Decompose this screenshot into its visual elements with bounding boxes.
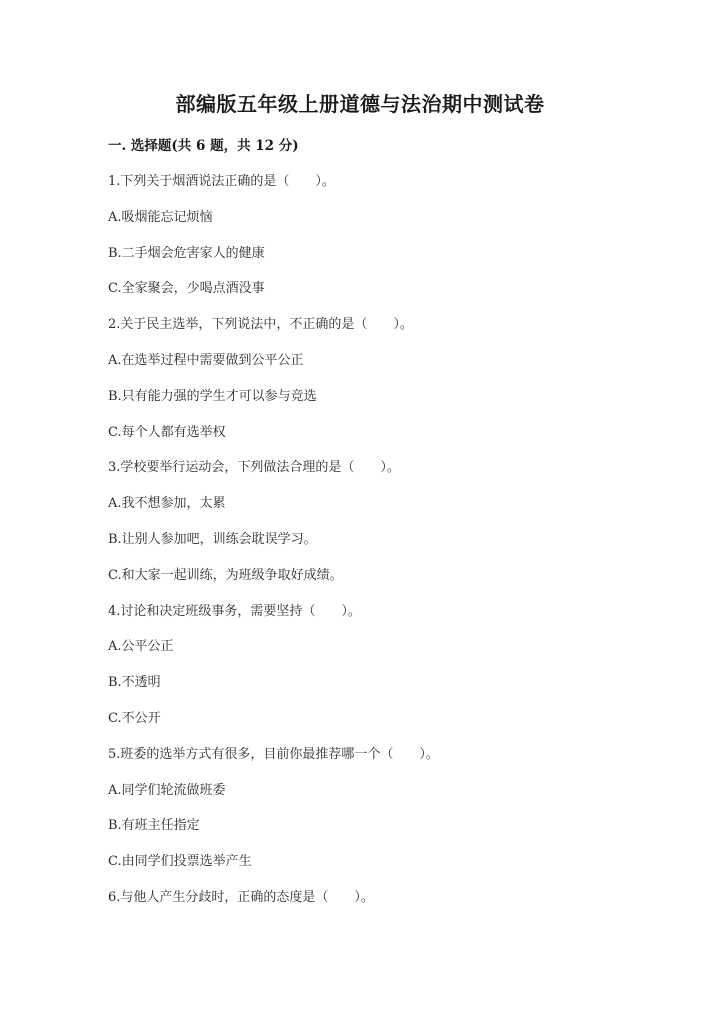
answer-option: C.和大家一起训练，为班级争取好成绩。 bbox=[108, 567, 343, 583]
question-stem: 4.讨论和决定班级事务，需要坚持（ ）。 bbox=[108, 603, 361, 619]
answer-option: A.同学们轮流做班委 bbox=[108, 782, 226, 798]
answer-option: B.让别人参加吧，训练会耽误学习。 bbox=[108, 532, 317, 547]
answer-option: C.不公开 bbox=[108, 711, 161, 726]
answer-option: A.公平公正 bbox=[108, 639, 174, 655]
answer-option: B.只有能力强的学生才可以参与竞选 bbox=[108, 388, 317, 404]
answer-option: B.不透明 bbox=[108, 675, 161, 691]
question-stem: 6.与他人产生分歧时，正确的态度是（ ）。 bbox=[108, 890, 374, 905]
question-stem: 1.下列关于烟酒说法正确的是（ ）。 bbox=[108, 174, 335, 189]
answer-option: C.全家聚会，少喝点酒没事 bbox=[108, 281, 265, 297]
answer-option: B.二手烟会危害家人的健康 bbox=[108, 245, 265, 261]
answer-option: A.吸烟能忘记烦恼 bbox=[108, 209, 213, 225]
answer-option: C.每个人都有选举权 bbox=[108, 424, 226, 440]
answer-option: A.在选举过程中需要做到公平公正 bbox=[108, 353, 304, 368]
answer-option: B.有班主任指定 bbox=[108, 818, 200, 834]
answer-option: C.由同学们投票选举产生 bbox=[108, 854, 252, 870]
question-stem: 5.班委的选举方式有很多，目前你最推荐哪一个（ ）。 bbox=[108, 746, 439, 762]
answer-option: A.我不想参加，太累 bbox=[108, 496, 226, 512]
section-heading: 一. 选择题(共 6 题，共 12 分) bbox=[108, 138, 299, 154]
question-stem: 2.关于民主选举，下列说法中，不正确的是（ ）。 bbox=[108, 317, 413, 333]
page-title: 部编版五年级上册道德与法治期中测试卷 bbox=[175, 92, 545, 116]
question-stem: 3.学校要举行运动会，下列做法合理的是（ ）。 bbox=[108, 460, 400, 476]
